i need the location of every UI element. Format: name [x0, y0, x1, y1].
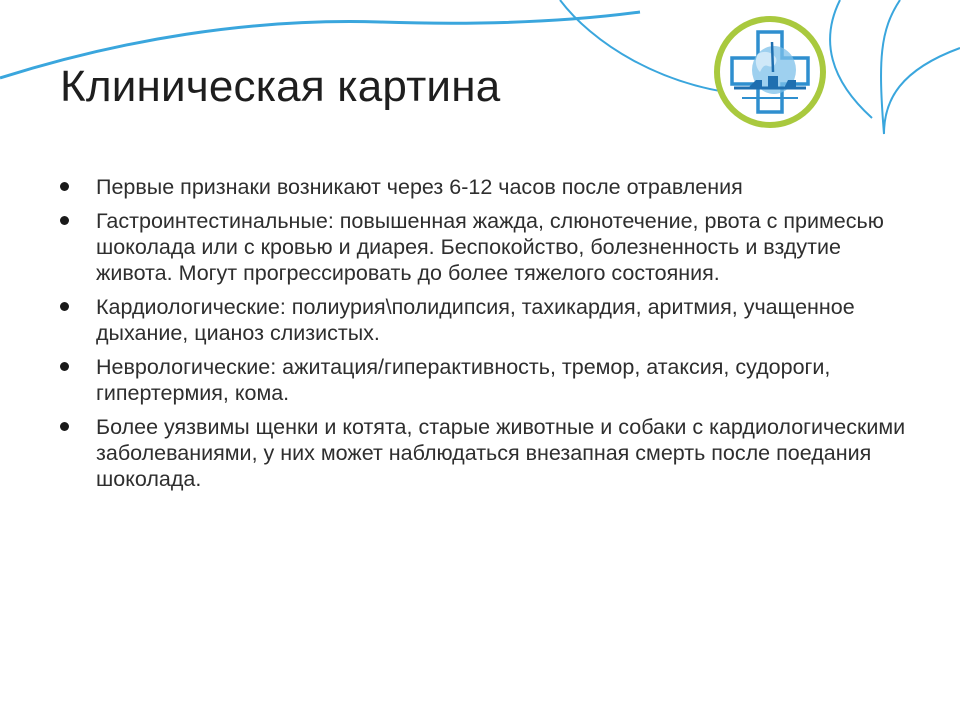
bullet-text: Кардиологические: полиурия\полидипсия, тахикардия, аритмия, учащенное дыхание, цианоз слизистых.: [96, 295, 855, 345]
bullet-item: [60, 174, 920, 200]
bullet-item: [60, 414, 920, 492]
bullet-list: [60, 174, 920, 500]
bullet-text: Более уязвимы щенки и котята, старые животные и собаки с кардиологическими заболеваниями, у них может наблюдаться внезапная смерть после поедания шоколада.: [96, 415, 906, 491]
bullet-item: [60, 208, 920, 286]
swoop-line-corner: [881, 0, 960, 134]
slide-title: Клиническая картина: [60, 62, 501, 111]
bullet-dot-icon: [60, 182, 69, 191]
bullet-item: [60, 294, 920, 346]
bullet-text: Неврологические: ажитация/гиперактивность, тремор, атаксия, судороги, гипертермия, кома.: [96, 355, 831, 405]
medical-cross-emblem-icon: [712, 14, 828, 130]
bullet-dot-icon: [60, 302, 69, 311]
swoop-line-right: [830, 0, 872, 118]
bullet-dot-icon: [60, 422, 69, 431]
bullet-text: Первые признаки возникают через 6-12 часов после отравления: [96, 175, 743, 199]
bullet-dot-icon: [60, 362, 69, 371]
bullet-item: [60, 354, 920, 406]
bullet-dot-icon: [60, 216, 69, 225]
bullet-text: Гастроинтестинальные: повышенная жажда, слюнотечение, рвота с примесью шоколада или с кровью и диарея. Беспокойство, болезненность и вздутие живота. Могут прогрессировать до более тяжелого состояния.: [96, 209, 884, 285]
